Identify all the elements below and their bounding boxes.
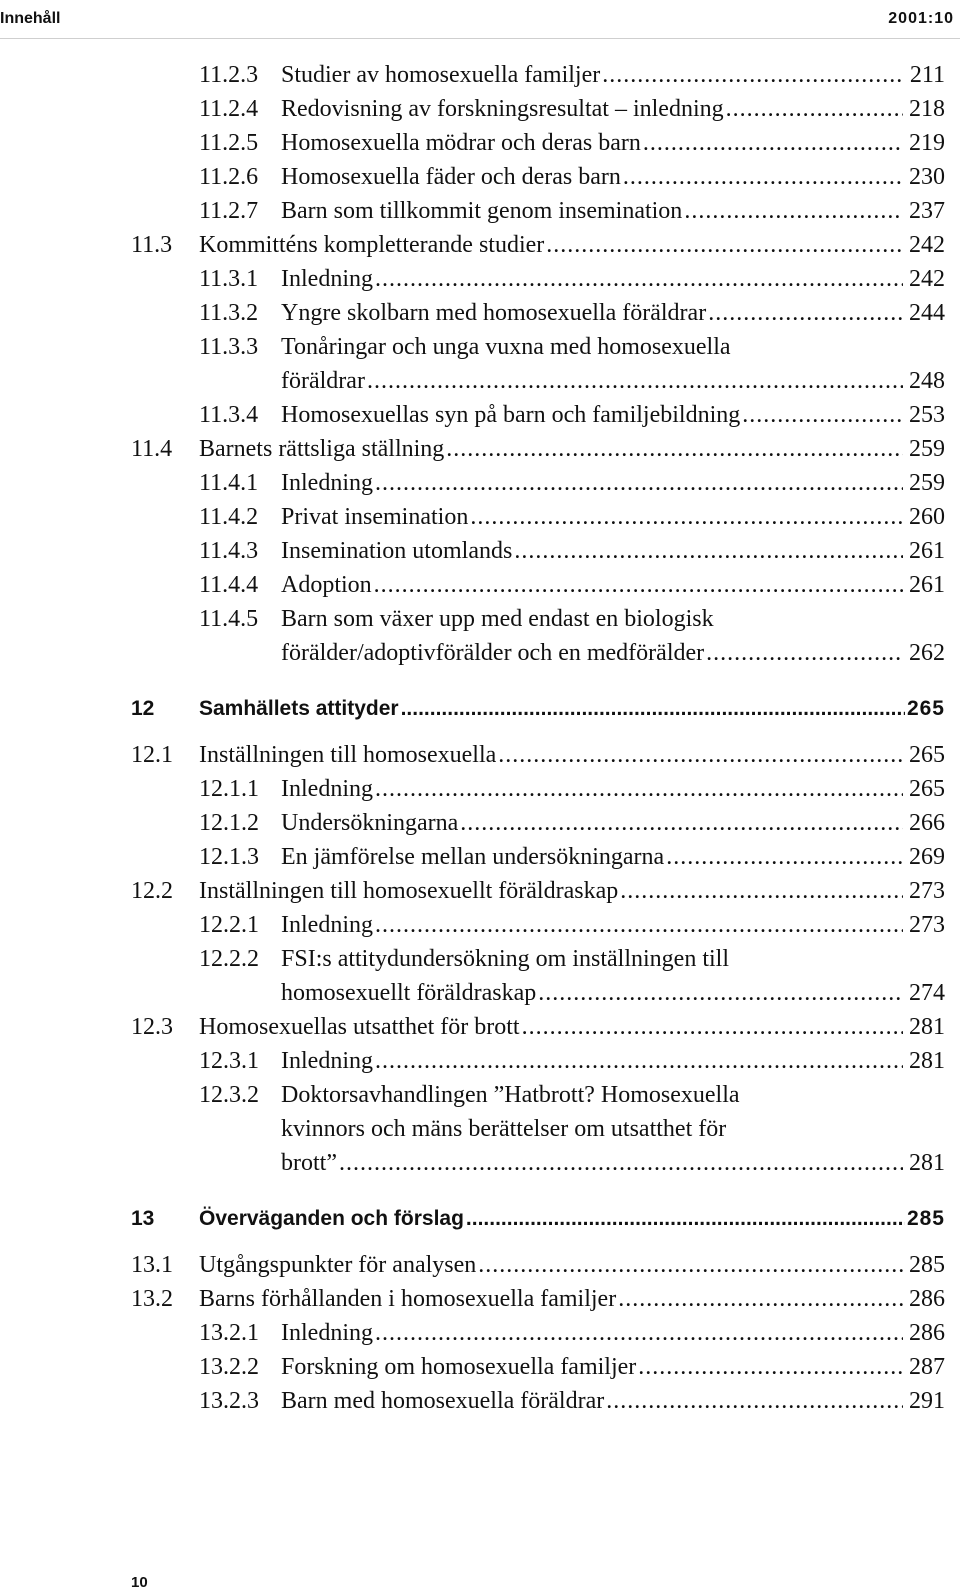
section-number: 12.1.1	[199, 776, 259, 802]
toc-chapter	[0, 1202, 960, 1236]
toc-line	[0, 534, 960, 568]
page-reference: 273	[903, 874, 945, 908]
dot-leader	[538, 976, 903, 1010]
dot-leader	[708, 296, 903, 330]
toc-entry	[0, 1010, 960, 1044]
section-title: En jämförelse mellan undersökningarna	[281, 840, 666, 874]
dot-leader	[546, 228, 903, 262]
page-reference: 253	[903, 398, 945, 432]
dot-leader	[375, 262, 903, 296]
toc-entry	[0, 1384, 960, 1418]
toc-entry	[0, 1248, 960, 1282]
dot-leader	[643, 126, 903, 160]
toc-line	[0, 1350, 960, 1384]
toc-leader-row	[281, 534, 945, 568]
section-number: 13.2.3	[199, 1388, 259, 1414]
section-title: Yngre skolbarn med homosexuella föräldrar	[281, 296, 708, 330]
dot-leader	[514, 534, 903, 568]
section-number: 11.4.4	[199, 572, 259, 598]
toc-line	[0, 262, 960, 296]
dot-leader	[375, 908, 903, 942]
dot-leader	[375, 1316, 903, 1350]
toc-leader-row	[281, 1146, 945, 1180]
dot-leader	[470, 500, 903, 534]
toc-entry	[0, 568, 960, 602]
section-title: Inledning	[281, 772, 375, 806]
toc-line	[0, 500, 960, 534]
section-number: 12.1	[131, 742, 173, 768]
toc-entry	[0, 1078, 960, 1180]
toc-entry	[0, 942, 960, 1010]
page-reference: 265	[903, 738, 945, 772]
section-title: Utgångspunkter för analysen	[199, 1248, 478, 1282]
section-number: 11.2.4	[199, 96, 259, 122]
page-reference: 259	[903, 432, 945, 466]
section-title: Samhällets attityder	[199, 692, 401, 726]
section-title: Barnets rättsliga ställning	[199, 432, 446, 466]
page-reference: 261	[903, 534, 945, 568]
toc-leader-row	[199, 738, 945, 772]
section-number: 11.4.2	[199, 504, 259, 530]
toc-line	[0, 738, 960, 772]
toc-entry	[0, 874, 960, 908]
section-title: Inställningen till homosexuellt föräldraskap	[199, 874, 620, 908]
section-title: Kommitténs kompletterande studier	[199, 228, 546, 262]
section-number: 11.4	[131, 436, 173, 462]
toc-leader-row	[281, 262, 945, 296]
toc-entry	[0, 500, 960, 534]
page-reference: 285	[905, 1202, 945, 1236]
page-reference: 262	[903, 636, 945, 670]
running-header	[0, 0, 960, 39]
section-number: 11.2.6	[199, 164, 259, 190]
page-reference: 260	[903, 500, 945, 534]
section-title-line: Doktorsavhandlingen ”Hatbrott? Homosexuella	[281, 1082, 740, 1108]
toc-entry	[0, 194, 960, 228]
section-number: 13.2	[131, 1286, 173, 1312]
section-title-line: Barn som växer upp med endast en biologisk	[281, 606, 714, 632]
dot-leader	[367, 364, 903, 398]
section-number: 12.2.2	[199, 946, 259, 972]
toc-entry	[0, 1282, 960, 1316]
section-title: Forskning om homosexuella familjer	[281, 1350, 638, 1384]
section-title: förälder/adoptivförälder och en medförälder	[281, 636, 706, 670]
section-title-line: Tonåringar och unga vuxna med homosexuella	[281, 334, 731, 360]
page-reference: 269	[903, 840, 945, 874]
toc-line	[0, 908, 960, 942]
toc-entry	[0, 738, 960, 772]
page-reference: 285	[903, 1248, 945, 1282]
toc-line	[0, 568, 960, 602]
section-number: 11.3.2	[199, 300, 259, 326]
page-reference: 218	[903, 92, 945, 126]
section-title: Inledning	[281, 466, 375, 500]
toc-leader-row	[199, 692, 945, 726]
section-number: 11.4.3	[199, 538, 259, 564]
toc-line	[0, 1112, 960, 1146]
toc-leader-row	[281, 1350, 945, 1384]
section-title: Inledning	[281, 908, 375, 942]
toc-entry	[0, 398, 960, 432]
toc-entry	[0, 1350, 960, 1384]
section-title: Studier av homosexuella familjer	[281, 58, 602, 92]
toc-entry	[0, 908, 960, 942]
section-title: Homosexuella fäder och deras barn	[281, 160, 623, 194]
toc-entry	[0, 1044, 960, 1078]
toc-line	[0, 1316, 960, 1350]
toc-entry	[0, 296, 960, 330]
toc-line	[0, 1202, 960, 1236]
toc-leader-row	[281, 568, 945, 602]
toc-leader-row	[199, 1202, 945, 1236]
section-title: Barns förhållanden i homosexuella familjer	[199, 1282, 618, 1316]
dot-leader	[374, 568, 903, 602]
toc-line	[0, 228, 960, 262]
toc-line	[0, 194, 960, 228]
section-title: Redovisning av forskningsresultat – inledning	[281, 92, 726, 126]
dot-leader	[606, 1384, 903, 1418]
page-reference: 291	[903, 1384, 945, 1418]
section-title: Homosexuellas syn på barn och familjebildning	[281, 398, 742, 432]
toc-leader-row	[281, 160, 945, 194]
page-number: 10	[131, 1574, 148, 1591]
toc-leader-row	[281, 364, 945, 398]
page-reference: 281	[903, 1010, 945, 1044]
page-reference: 274	[903, 976, 945, 1010]
toc-line	[0, 126, 960, 160]
toc-entry	[0, 602, 960, 670]
toc-leader-row	[281, 92, 945, 126]
section-number: 11.3.3	[199, 334, 259, 360]
dot-leader	[620, 874, 903, 908]
toc-leader-row	[281, 126, 945, 160]
section-title: Barn som tillkommit genom insemination	[281, 194, 684, 228]
dot-leader	[466, 1202, 905, 1236]
dot-leader	[375, 772, 903, 806]
toc-line	[0, 364, 960, 398]
section-title: Inledning	[281, 262, 375, 296]
toc-entry	[0, 58, 960, 92]
toc-line	[0, 1044, 960, 1078]
toc-entry	[0, 330, 960, 398]
section-number: 11.3.4	[199, 402, 259, 428]
toc-leader-row	[281, 296, 945, 330]
section-title: Inställningen till homosexuella	[199, 738, 498, 772]
section-title: Inledning	[281, 1044, 375, 1078]
section-number: 13	[131, 1207, 155, 1230]
toc-line	[0, 636, 960, 670]
section-title: Överväganden och förslag	[199, 1202, 466, 1236]
toc-leader-row	[199, 874, 945, 908]
toc-line	[0, 296, 960, 330]
toc-entry	[0, 534, 960, 568]
toc-line	[0, 432, 960, 466]
toc-line	[0, 602, 960, 636]
toc-leader-row	[281, 500, 945, 534]
toc-leader-row	[199, 432, 945, 466]
dot-leader	[638, 1350, 903, 1384]
toc-entry	[0, 466, 960, 500]
toc-leader-row	[199, 1248, 945, 1282]
page-reference: 266	[903, 806, 945, 840]
page-reference: 219	[903, 126, 945, 160]
dot-leader	[375, 466, 903, 500]
section-number: 11.3	[131, 232, 173, 258]
toc-leader-row	[199, 228, 945, 262]
toc-line	[0, 330, 960, 364]
page-reference: 273	[903, 908, 945, 942]
toc-leader-row	[281, 908, 945, 942]
toc-line	[0, 806, 960, 840]
section-number: 12.3	[131, 1014, 173, 1040]
toc-line	[0, 160, 960, 194]
toc-line	[0, 1282, 960, 1316]
toc-line	[0, 398, 960, 432]
toc-leader-row	[281, 58, 945, 92]
page-reference: 286	[903, 1316, 945, 1350]
toc-entry	[0, 262, 960, 296]
page-reference: 259	[903, 466, 945, 500]
section-label: Innehåll	[0, 10, 61, 27]
toc-entry	[0, 840, 960, 874]
page-reference: 286	[903, 1282, 945, 1316]
section-title: brott”	[281, 1146, 339, 1180]
dot-leader	[684, 194, 903, 228]
section-number: 12.1.3	[199, 844, 259, 870]
dot-leader	[726, 92, 903, 126]
page-reference: 281	[903, 1146, 945, 1180]
dot-leader	[498, 738, 903, 772]
toc-leader-row	[281, 840, 945, 874]
section-number: 11.2.5	[199, 130, 259, 156]
section-title: Barn med homosexuella föräldrar	[281, 1384, 606, 1418]
section-number: 11.2.7	[199, 198, 259, 224]
dot-leader	[618, 1282, 903, 1316]
toc-entry	[0, 1316, 960, 1350]
toc-leader-row	[281, 1044, 945, 1078]
dot-leader	[666, 840, 903, 874]
dot-leader	[522, 1010, 903, 1044]
page-reference: 242	[903, 262, 945, 296]
toc-leader-row	[281, 976, 945, 1010]
page-reference: 265	[903, 772, 945, 806]
page-reference: 248	[903, 364, 945, 398]
toc-line	[0, 466, 960, 500]
dot-leader	[375, 1044, 903, 1078]
toc-leader-row	[281, 636, 945, 670]
dot-leader	[706, 636, 903, 670]
page-reference: 281	[903, 1044, 945, 1078]
toc-entry	[0, 126, 960, 160]
toc-line	[0, 1078, 960, 1112]
toc-line	[0, 1384, 960, 1418]
toc-entry	[0, 772, 960, 806]
page-reference: 261	[903, 568, 945, 602]
toc-line	[0, 772, 960, 806]
section-number: 13.1	[131, 1252, 173, 1278]
section-title: Insemination utomlands	[281, 534, 514, 568]
section-title: homosexuellt föräldraskap	[281, 976, 538, 1010]
section-number: 12.2.1	[199, 912, 259, 938]
toc-entry	[0, 432, 960, 466]
toc-line	[0, 58, 960, 92]
dot-leader	[478, 1248, 903, 1282]
toc-leader-row	[199, 1010, 945, 1044]
toc-entry	[0, 806, 960, 840]
section-number: 11.4.5	[199, 606, 259, 632]
section-title-line: FSI:s attitydundersökning om inställningen till	[281, 946, 729, 972]
page-reference: 287	[903, 1350, 945, 1384]
section-number: 12.3.1	[199, 1048, 259, 1074]
toc-leader-row	[281, 1384, 945, 1418]
dot-leader	[460, 806, 903, 840]
dot-leader	[401, 692, 905, 726]
toc-leader-row	[199, 1282, 945, 1316]
toc-leader-row	[281, 194, 945, 228]
section-title: Inledning	[281, 1316, 375, 1350]
dot-leader	[446, 432, 903, 466]
section-title: Undersökningarna	[281, 806, 460, 840]
section-number: 11.3.1	[199, 266, 259, 292]
page-reference: 230	[903, 160, 945, 194]
toc-line	[0, 692, 960, 726]
section-title: Homosexuellas utsatthet för brott	[199, 1010, 522, 1044]
section-number: 11.4.1	[199, 470, 259, 496]
toc-leader-row	[281, 398, 945, 432]
toc-entry	[0, 92, 960, 126]
toc-line	[0, 92, 960, 126]
section-number: 13.2.1	[199, 1320, 259, 1346]
toc-leader-row	[281, 806, 945, 840]
toc-line	[0, 1146, 960, 1180]
dot-leader	[742, 398, 903, 432]
section-number: 11.2.3	[199, 62, 259, 88]
page-reference: 211	[904, 58, 945, 92]
page-reference: 244	[903, 296, 945, 330]
section-number: 12.2	[131, 878, 173, 904]
toc-line	[0, 1010, 960, 1044]
toc-leader-row	[281, 772, 945, 806]
section-number: 13.2.2	[199, 1354, 259, 1380]
section-number: 12.1.2	[199, 810, 259, 836]
dot-leader	[602, 58, 904, 92]
section-number: 12.3.2	[199, 1082, 259, 1108]
toc-line	[0, 976, 960, 1010]
toc-line	[0, 840, 960, 874]
document-number: 2001:10	[888, 10, 954, 27]
section-title-line: kvinnors och mäns berättelser om utsatthet för	[281, 1116, 727, 1142]
toc-entry	[0, 160, 960, 194]
toc-line	[0, 942, 960, 976]
section-title: Adoption	[281, 568, 374, 602]
page-reference: 237	[903, 194, 945, 228]
toc-entry	[0, 228, 960, 262]
toc-leader-row	[281, 1316, 945, 1350]
toc-chapter	[0, 692, 960, 726]
section-title: föräldrar	[281, 364, 367, 398]
section-title: Homosexuella mödrar och deras barn	[281, 126, 643, 160]
toc-line	[0, 1248, 960, 1282]
section-title: Privat insemination	[281, 500, 470, 534]
dot-leader	[623, 160, 903, 194]
toc-line	[0, 874, 960, 908]
page-reference: 242	[903, 228, 945, 262]
page-reference: 265	[905, 692, 945, 726]
toc-leader-row	[281, 466, 945, 500]
dot-leader	[339, 1146, 903, 1180]
section-number: 12	[131, 697, 155, 720]
